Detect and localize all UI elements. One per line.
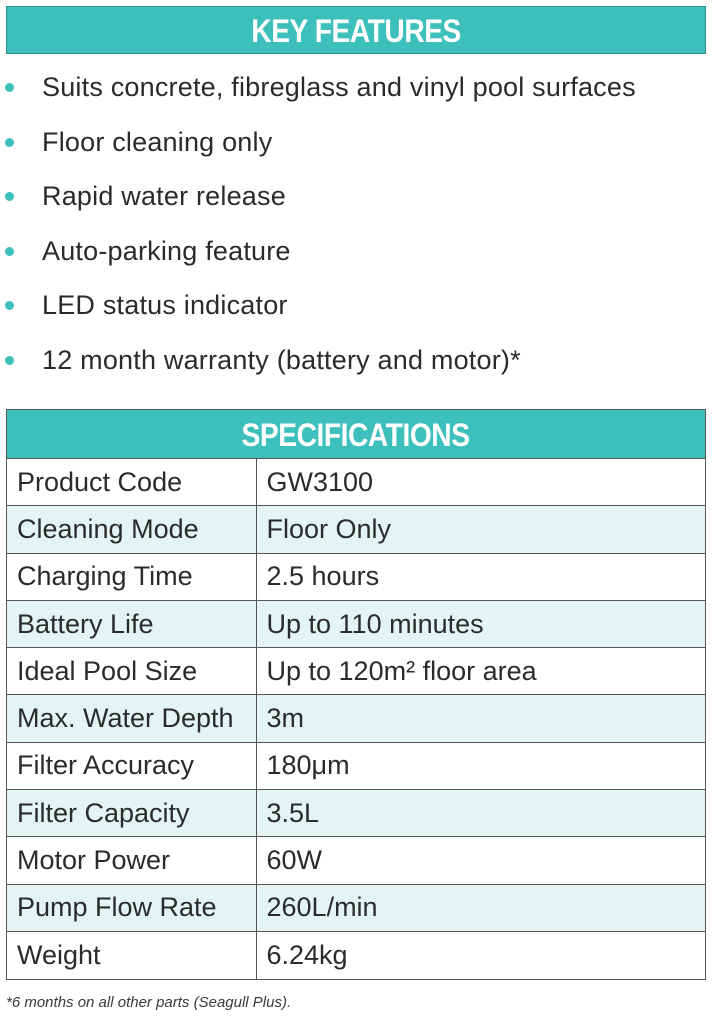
feature-text: Floor cleaning only <box>42 126 273 157</box>
spec-value: Up to 110 minutes <box>256 600 705 647</box>
feature-text: Suits concrete, fibreglass and vinyl pool surfaces <box>42 72 636 102</box>
spec-label: Filter Accuracy <box>7 742 256 789</box>
spec-value: 2.5 hours <box>256 553 705 600</box>
spec-label: Pump Flow Rate <box>7 884 256 931</box>
spec-label: Cleaning Mode <box>7 506 256 553</box>
bullet-dot-icon <box>5 192 14 201</box>
feature-item <box>0 60 716 115</box>
bullet-dot-icon <box>5 301 14 310</box>
bullet-dot-icon <box>5 247 14 256</box>
spec-label: Charging Time <box>7 553 256 600</box>
spec-label: Ideal Pool Size <box>7 648 256 695</box>
table-row <box>7 695 705 742</box>
footnote: *6 months on all other parts (Seagull Plus). <box>6 994 292 1011</box>
feature-item <box>0 115 716 170</box>
feature-text: LED status indicator <box>42 290 288 321</box>
key-features-list <box>0 60 716 388</box>
table-row <box>7 553 705 600</box>
key-features-title: KEY FEATURES <box>251 13 461 49</box>
table-row <box>7 648 705 695</box>
feature-item <box>0 333 716 388</box>
spec-label: Weight <box>7 931 256 978</box>
feature-text: 12 month warranty (battery and motor)* <box>42 344 521 375</box>
table-row <box>7 931 705 978</box>
feature-text: Auto-parking feature <box>42 235 291 266</box>
specifications-header <box>7 410 705 458</box>
table-row <box>7 459 705 506</box>
bullet-dot-icon <box>5 83 14 92</box>
spec-value: 3.5L <box>256 790 705 837</box>
spec-value: 6.24kg <box>256 931 705 978</box>
spec-label: Filter Capacity <box>7 790 256 837</box>
table-row <box>7 790 705 837</box>
spec-value: Up to 120m² floor area <box>256 648 705 695</box>
specifications-table-container <box>6 409 706 980</box>
spec-label: Product Code <box>7 459 256 506</box>
bullet-dot-icon <box>5 138 14 147</box>
table-row <box>7 837 705 884</box>
spec-value: GW3100 <box>256 459 705 506</box>
spec-label: Motor Power <box>7 837 256 884</box>
bullet-dot-icon <box>5 356 14 365</box>
table-row <box>7 742 705 789</box>
feature-item <box>0 224 716 279</box>
spec-value: 60W <box>256 837 705 884</box>
table-row <box>7 506 705 553</box>
feature-text: Rapid water release <box>42 181 286 212</box>
spec-value: Floor Only <box>256 506 705 553</box>
table-row <box>7 600 705 647</box>
spec-label: Battery Life <box>7 600 256 647</box>
spec-value: 260L/min <box>256 884 705 931</box>
specifications-table <box>7 458 705 979</box>
key-features-header <box>6 6 706 54</box>
feature-item <box>0 169 716 224</box>
spec-label: Max. Water Depth <box>7 695 256 742</box>
spec-value: 180μm <box>256 742 705 789</box>
specifications-title: SPECIFICATIONS <box>241 417 471 453</box>
feature-item <box>0 278 716 333</box>
spec-value: 3m <box>256 695 705 742</box>
table-row <box>7 884 705 931</box>
